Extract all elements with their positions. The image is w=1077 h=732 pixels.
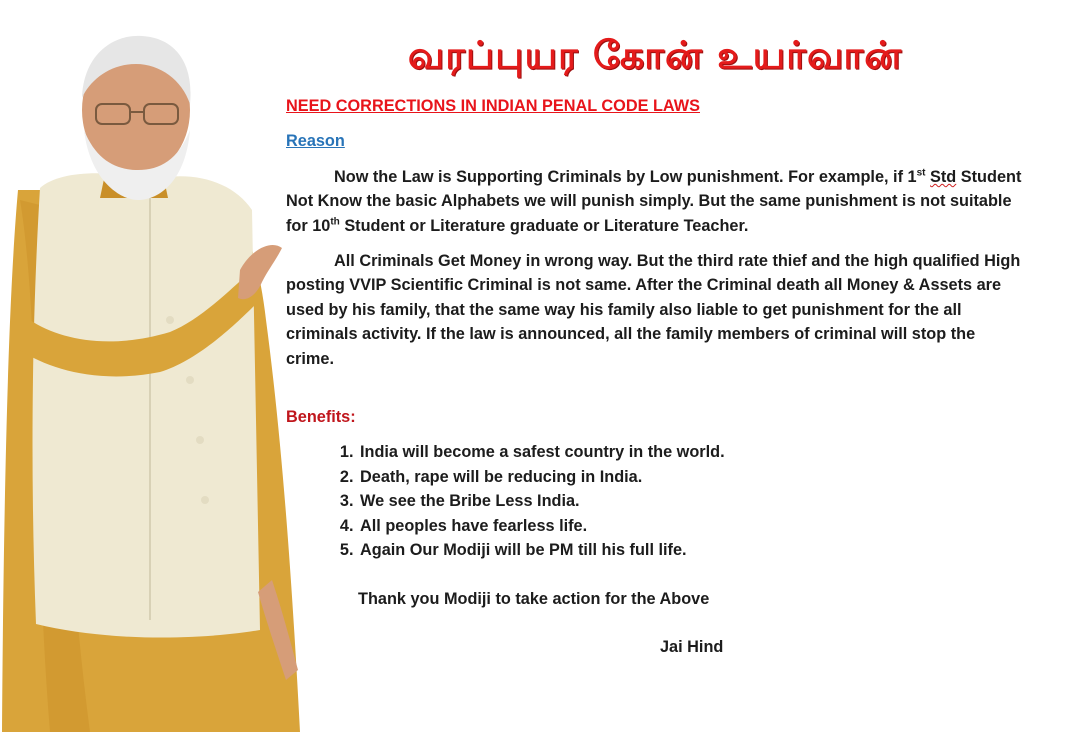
paragraph-1-text-b: Student Not Know the basic Alphabets we will punish simply. But the same punishment is not suitable for 10 <box>286 167 1022 235</box>
list-item: 2. Death, rape will be reducing in India. <box>358 465 1026 489</box>
thank-you-line: Thank you Modiji to take action for the Above <box>358 589 710 608</box>
list-item: 4. All peoples have fearless life. <box>358 514 1026 538</box>
benefits-list <box>286 440 1026 562</box>
paragraph-2: All Criminals Get Money in wrong way. But the third rate thief and the high qualified High posting VVIP Scientific Criminal is not same. After the Criminal death all Money & Assets are used by his family, that the same way his family also liable to get punishment for the all criminals activity. If the law is announced, all the family members of criminal will stop the crime. <box>286 252 1021 368</box>
tamil-title: வரப்புயர கோன் உயர்வான் <box>407 32 903 77</box>
sign-off: Jai Hind <box>660 637 724 656</box>
paragraph-1 <box>286 165 1026 238</box>
document-body <box>286 94 1026 659</box>
reason-label: Reason <box>286 132 345 151</box>
ordinal-superscript: th <box>330 216 340 228</box>
ordinal-superscript: st <box>916 167 926 179</box>
heading: NEED CORRECTIONS IN INDIAN PENAL CODE LAWS <box>286 97 700 115</box>
spellcheck-word: Std <box>930 167 957 186</box>
list-item: 1. India will become a safest country in the world. <box>358 440 1026 464</box>
paragraph-1-text-a: Now the Law is Supporting Criminals by Low punishment. For example, if 1 <box>334 167 917 186</box>
leader-portrait <box>0 20 310 732</box>
benefits-label: Benefits: <box>286 408 356 427</box>
list-item: 3. We see the Bribe Less India. <box>358 489 1026 513</box>
list-item: 5. Again Our Modiji will be PM till his full life. <box>358 538 1026 562</box>
vest <box>33 173 260 637</box>
paragraph-1-text-c: Student or Literature graduate or Literature Teacher. <box>339 216 749 235</box>
